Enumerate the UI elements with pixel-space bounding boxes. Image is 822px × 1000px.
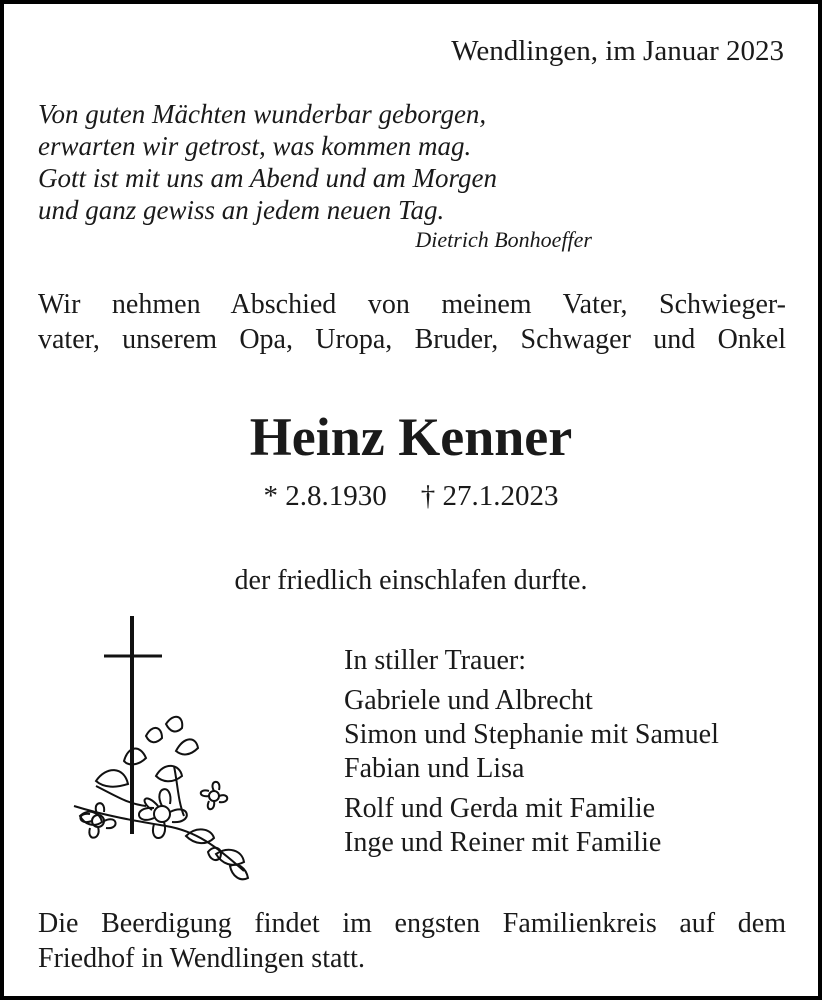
- funeral-notice: [38, 906, 786, 976]
- cross-with-flowers-icon: [66, 616, 256, 891]
- poem-line: und ganz gewiss an jedem neuen Tag.: [38, 195, 445, 225]
- deceased-name: Heinz Kenner: [249, 407, 573, 467]
- place-date: Wendlingen, im Januar 2023: [451, 35, 784, 67]
- intro-text: [38, 287, 786, 357]
- birth-date: * 2.8.1930: [263, 480, 387, 512]
- mourner-entry: Rolf und Gerda mit Familie: [344, 793, 656, 824]
- poem-line: Von guten Mächten wunderbar geborgen,: [38, 99, 487, 129]
- obituary-notice: [4, 4, 818, 996]
- poem-line: erwarten wir getrost, was kommen mag.: [38, 131, 472, 161]
- life-dates: [4, 478, 818, 514]
- poem-line: Gott ist mit uns am Abend und am Morgen: [38, 163, 497, 193]
- mourner-entry: Inge und Reiner mit Familie: [344, 827, 662, 858]
- mourners-list: [344, 644, 719, 860]
- intro-line: vater, unserem Opa, Uropa, Bruder, Schwager und Onkel: [38, 324, 786, 355]
- mourners-heading: In stiller Trauer:: [344, 645, 526, 676]
- peace-line: der friedlich einschlafen durfte.: [234, 565, 588, 596]
- mourner-entry: Simon und Stephanie mit Samuel: [344, 719, 719, 750]
- funeral-notice-line: Die Beerdigung findet im engsten Familienkreis auf dem: [38, 908, 786, 939]
- poem: [38, 98, 497, 226]
- intro-line: Wir nehmen Abschied von meinem Vater, Schwieger-: [38, 289, 786, 320]
- mourner-entry: Gabriele und Albrecht: [344, 685, 593, 716]
- poem-author: Dietrich Bonhoeffer: [415, 227, 592, 252]
- death-date: † 27.1.2023: [420, 480, 559, 512]
- funeral-notice-line: Friedhof in Wendlingen statt.: [38, 943, 365, 974]
- mourner-entry: Fabian und Lisa: [344, 753, 525, 784]
